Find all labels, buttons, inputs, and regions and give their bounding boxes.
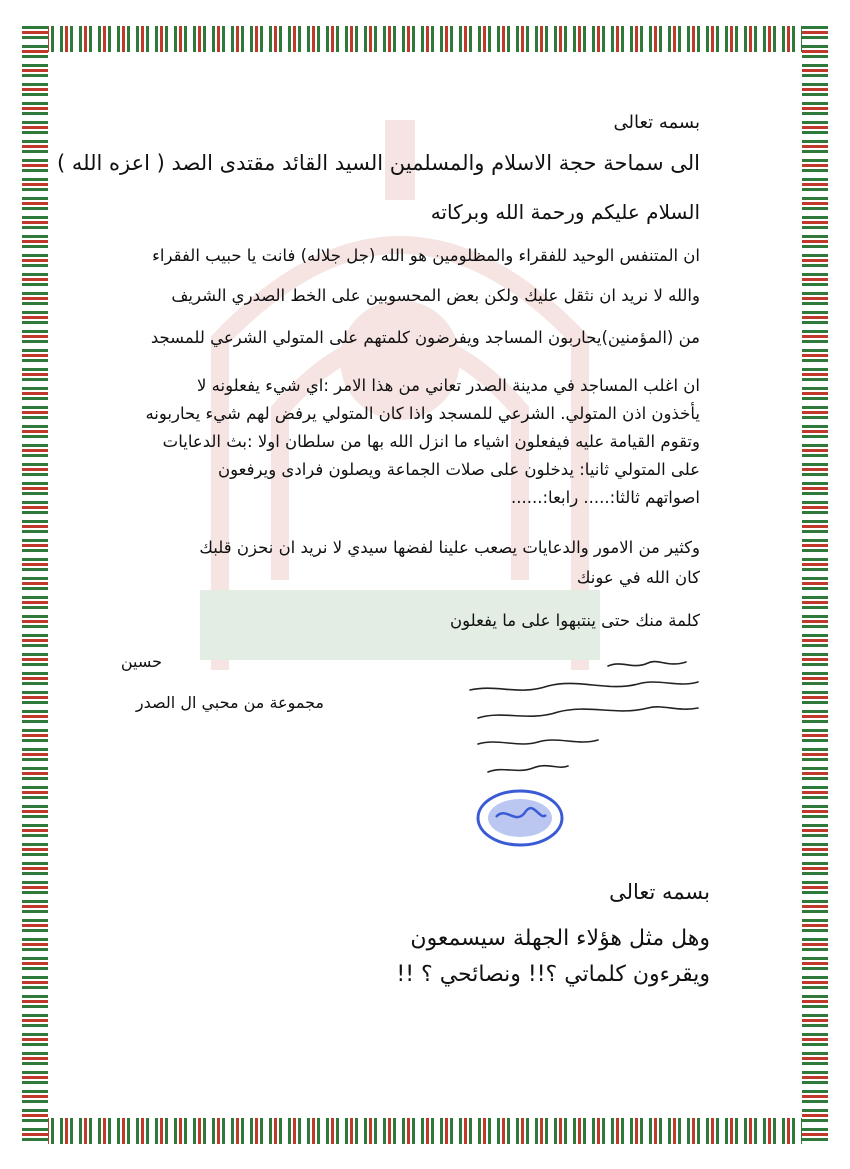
decorative-border-right	[802, 26, 828, 1144]
paragraph-line: كان الله في عونك	[576, 568, 700, 587]
paragraph-2	[140, 378, 700, 518]
paragraph-line: وتقوم القيامة عليه فيفعلون اشياء ما انزل الله بها من سلطان اولا :بث الدعايات	[162, 432, 700, 451]
paragraph-line: ان المتنفس الوحيد للفقراء والمظلومين هو الله (جل جلاله) فانت يا حبيب الفقراء	[152, 246, 700, 265]
handwritten-reply	[458, 648, 708, 783]
letter-basmala: بسمه تعالى	[613, 112, 700, 133]
decorative-border-left	[22, 26, 48, 1144]
blue-seal	[474, 787, 566, 849]
paragraph-line: من (المؤمنين)يحاربون المساجد ويفرضون كلمتهم على المتولي الشرعي للمسجد	[150, 328, 700, 347]
decorative-border-top	[22, 26, 828, 52]
paragraph-line: ان اغلب المساجد في مدينة الصدر تعاني من هذا الامر :اي شيء يفعلونه لا	[197, 376, 700, 395]
letter-greeting: السلام عليكم ورحمة الله وبركاته	[430, 200, 700, 224]
paragraph-line: والله لا نريد ان نثقل عليك ولكن بعض المحسوبين على الخط الصدري الشريف	[171, 286, 700, 305]
response-basmala: بسمه تعالى	[609, 880, 710, 904]
response-line-1: وهل مثل هؤلاء الجهلة سيسمعون	[410, 926, 710, 951]
sender-name: حسين	[120, 652, 162, 671]
paragraph-3	[140, 540, 700, 600]
paragraph-line: على المتولي ثانيا: يدخلون على صلات الجماعة ويصلون فرادى ويرفعون	[218, 460, 700, 479]
paragraph-line: وكثير من الامور والدعايات يصعب علينا لفضها سيدي لا نريد ان نحزن قلبك	[199, 538, 700, 557]
sender-group: مجموعة من محبي ال الصدر	[135, 693, 324, 712]
letter-addressee: الى سماحة حجة الاسلام والمسلمين السيد القائد مقتدى الصد ( اعزه الله )	[57, 151, 700, 175]
response-line-2: ويقرءون كلماتي ؟!! ونصائحي ؟ !!	[396, 962, 710, 987]
decorative-border-bottom	[22, 1118, 828, 1144]
letter-closing: كلمة منك حتى ينتبهوا على ما يفعلون	[450, 611, 700, 630]
paragraph-line: اصواتهم ثالثا:..... رابعا:......	[511, 488, 700, 507]
paragraph-line: يأخذون اذن المتولي. الشرعي للمسجد واذا كان المتولي يرفض لهم شيء يحاربونه	[145, 404, 700, 423]
paragraph-1	[140, 248, 700, 358]
